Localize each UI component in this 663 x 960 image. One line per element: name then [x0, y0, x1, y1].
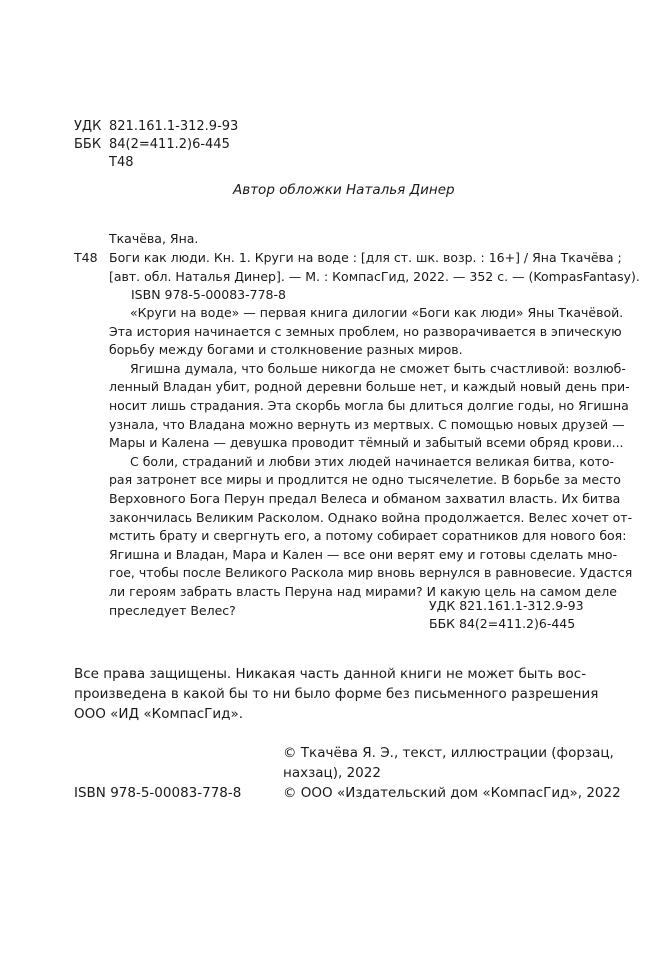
author-sign-top: Т48 — [109, 155, 134, 170]
copyright-block — [283, 743, 621, 803]
annotation-line: мстить брату и свергнуть его, а потому собирает соратников для нового боя: — [109, 528, 627, 544]
bbk-line — [74, 137, 230, 153]
catalog-isbn: ISBN 978-5-00083-778-8 — [131, 287, 286, 302]
annotation-line: Мары и Калена — девушка проводит тёмный и забытый всеми обряд крови... — [109, 435, 624, 451]
footer-bbk: ББК 84(2=411.2)6-445 — [429, 616, 576, 631]
annotation-line: рая затронет все миры и продлится не одно тысячелетие. В борьбе за место — [109, 472, 621, 488]
cover-credit: Автор обложки Наталья Динер — [233, 182, 455, 198]
udk-label: УДК — [74, 119, 102, 134]
annotation-line: гое, чтобы после Великого Раскола мир вновь вернулся в равновесие. Удастся — [109, 565, 633, 581]
author-heading: Ткачёва, Яна. — [109, 231, 199, 246]
annotation-line: С боли, страданий и любви этих людей начинается великая битва, кото- — [130, 453, 615, 469]
copyright-line: © Ткачёва Я. Э., текст, иллюстрации (форзац, — [283, 745, 614, 761]
annotation — [109, 304, 633, 620]
udk-value: 821.161.1-312.9-93 — [109, 119, 239, 134]
copyright-line: © ООО «Издательский дом «КомпасГид», 2022 — [283, 785, 621, 801]
catalog-line: Боги как люди. Кн. 1. Круги на воде : [для ст. шк. возр. : 16+] / Яна Ткачёва ; — [109, 250, 622, 265]
annotation-line: Эта история начинается с земных проблем, но разворачивается в эпическую — [109, 323, 622, 339]
rights-line: ООО «ИД «КомпасГид». — [74, 706, 244, 722]
author-sign-catalog: Т48 — [74, 250, 98, 265]
bbk-value: 84(2=411.2)6-445 — [109, 137, 230, 152]
bottom-isbn: ISBN 978-5-00083-778-8 — [74, 785, 242, 801]
annotation-line: носит лишь страдания. Эта скорбь могла бы длиться долгие годы, но Ягишна — [109, 397, 629, 413]
rights-line: Все права защищены. Никакая часть данной книги не может быть вос- — [74, 666, 587, 682]
rights-line: произведена в какой бы то ни было форме без письменного разрешения — [74, 686, 599, 702]
annotation-line: борьбу между богами и столкновение разных миров. — [109, 342, 463, 358]
annotation-line: Ягишна и Владан, Мара и Кален — все они верят ему и готовы сделать мно- — [109, 546, 618, 562]
rights-notice — [74, 664, 599, 724]
udk-line — [74, 119, 238, 135]
bbk-label: ББК — [74, 137, 102, 152]
annotation-line: узнала, что Владана можно вернуть из мертвых. С помощью новых друзей — — [109, 416, 625, 432]
annotation-line: ли героям забрать власть Перуна над мирами? И какую цель на самом деле — [109, 583, 617, 599]
annotation-line: «Круги на воде» — первая книга дилогии «Боги как люди» Яны Ткачёвой. — [130, 305, 624, 320]
annotation-line: Ягишна думала, что больше никогда не сможет быть счастливой: возлюб- — [130, 360, 626, 376]
annotation-line: закончилась Великим Расколом. Однако война продолжается. Велес хочет от- — [109, 509, 633, 525]
copyright-line: нахзац), 2022 — [283, 765, 381, 781]
catalog-description — [109, 249, 640, 286]
catalog-line: [авт. обл. Наталья Динер]. — М. : КомпасГид, 2022. — 352 с. — (KompasFantasy). — [109, 268, 640, 284]
annotation-line: преследует Велес? — [109, 602, 236, 618]
annotation-line: ленный Владан убит, родной деревни больше нет, и каждый новый день при- — [109, 379, 630, 395]
annotation-line: Верховного Бога Перун предал Велеса и обманом захватил власть. Их битва — [109, 490, 621, 506]
footer-udk: УДК 821.161.1-312.9-93 — [429, 598, 584, 613]
